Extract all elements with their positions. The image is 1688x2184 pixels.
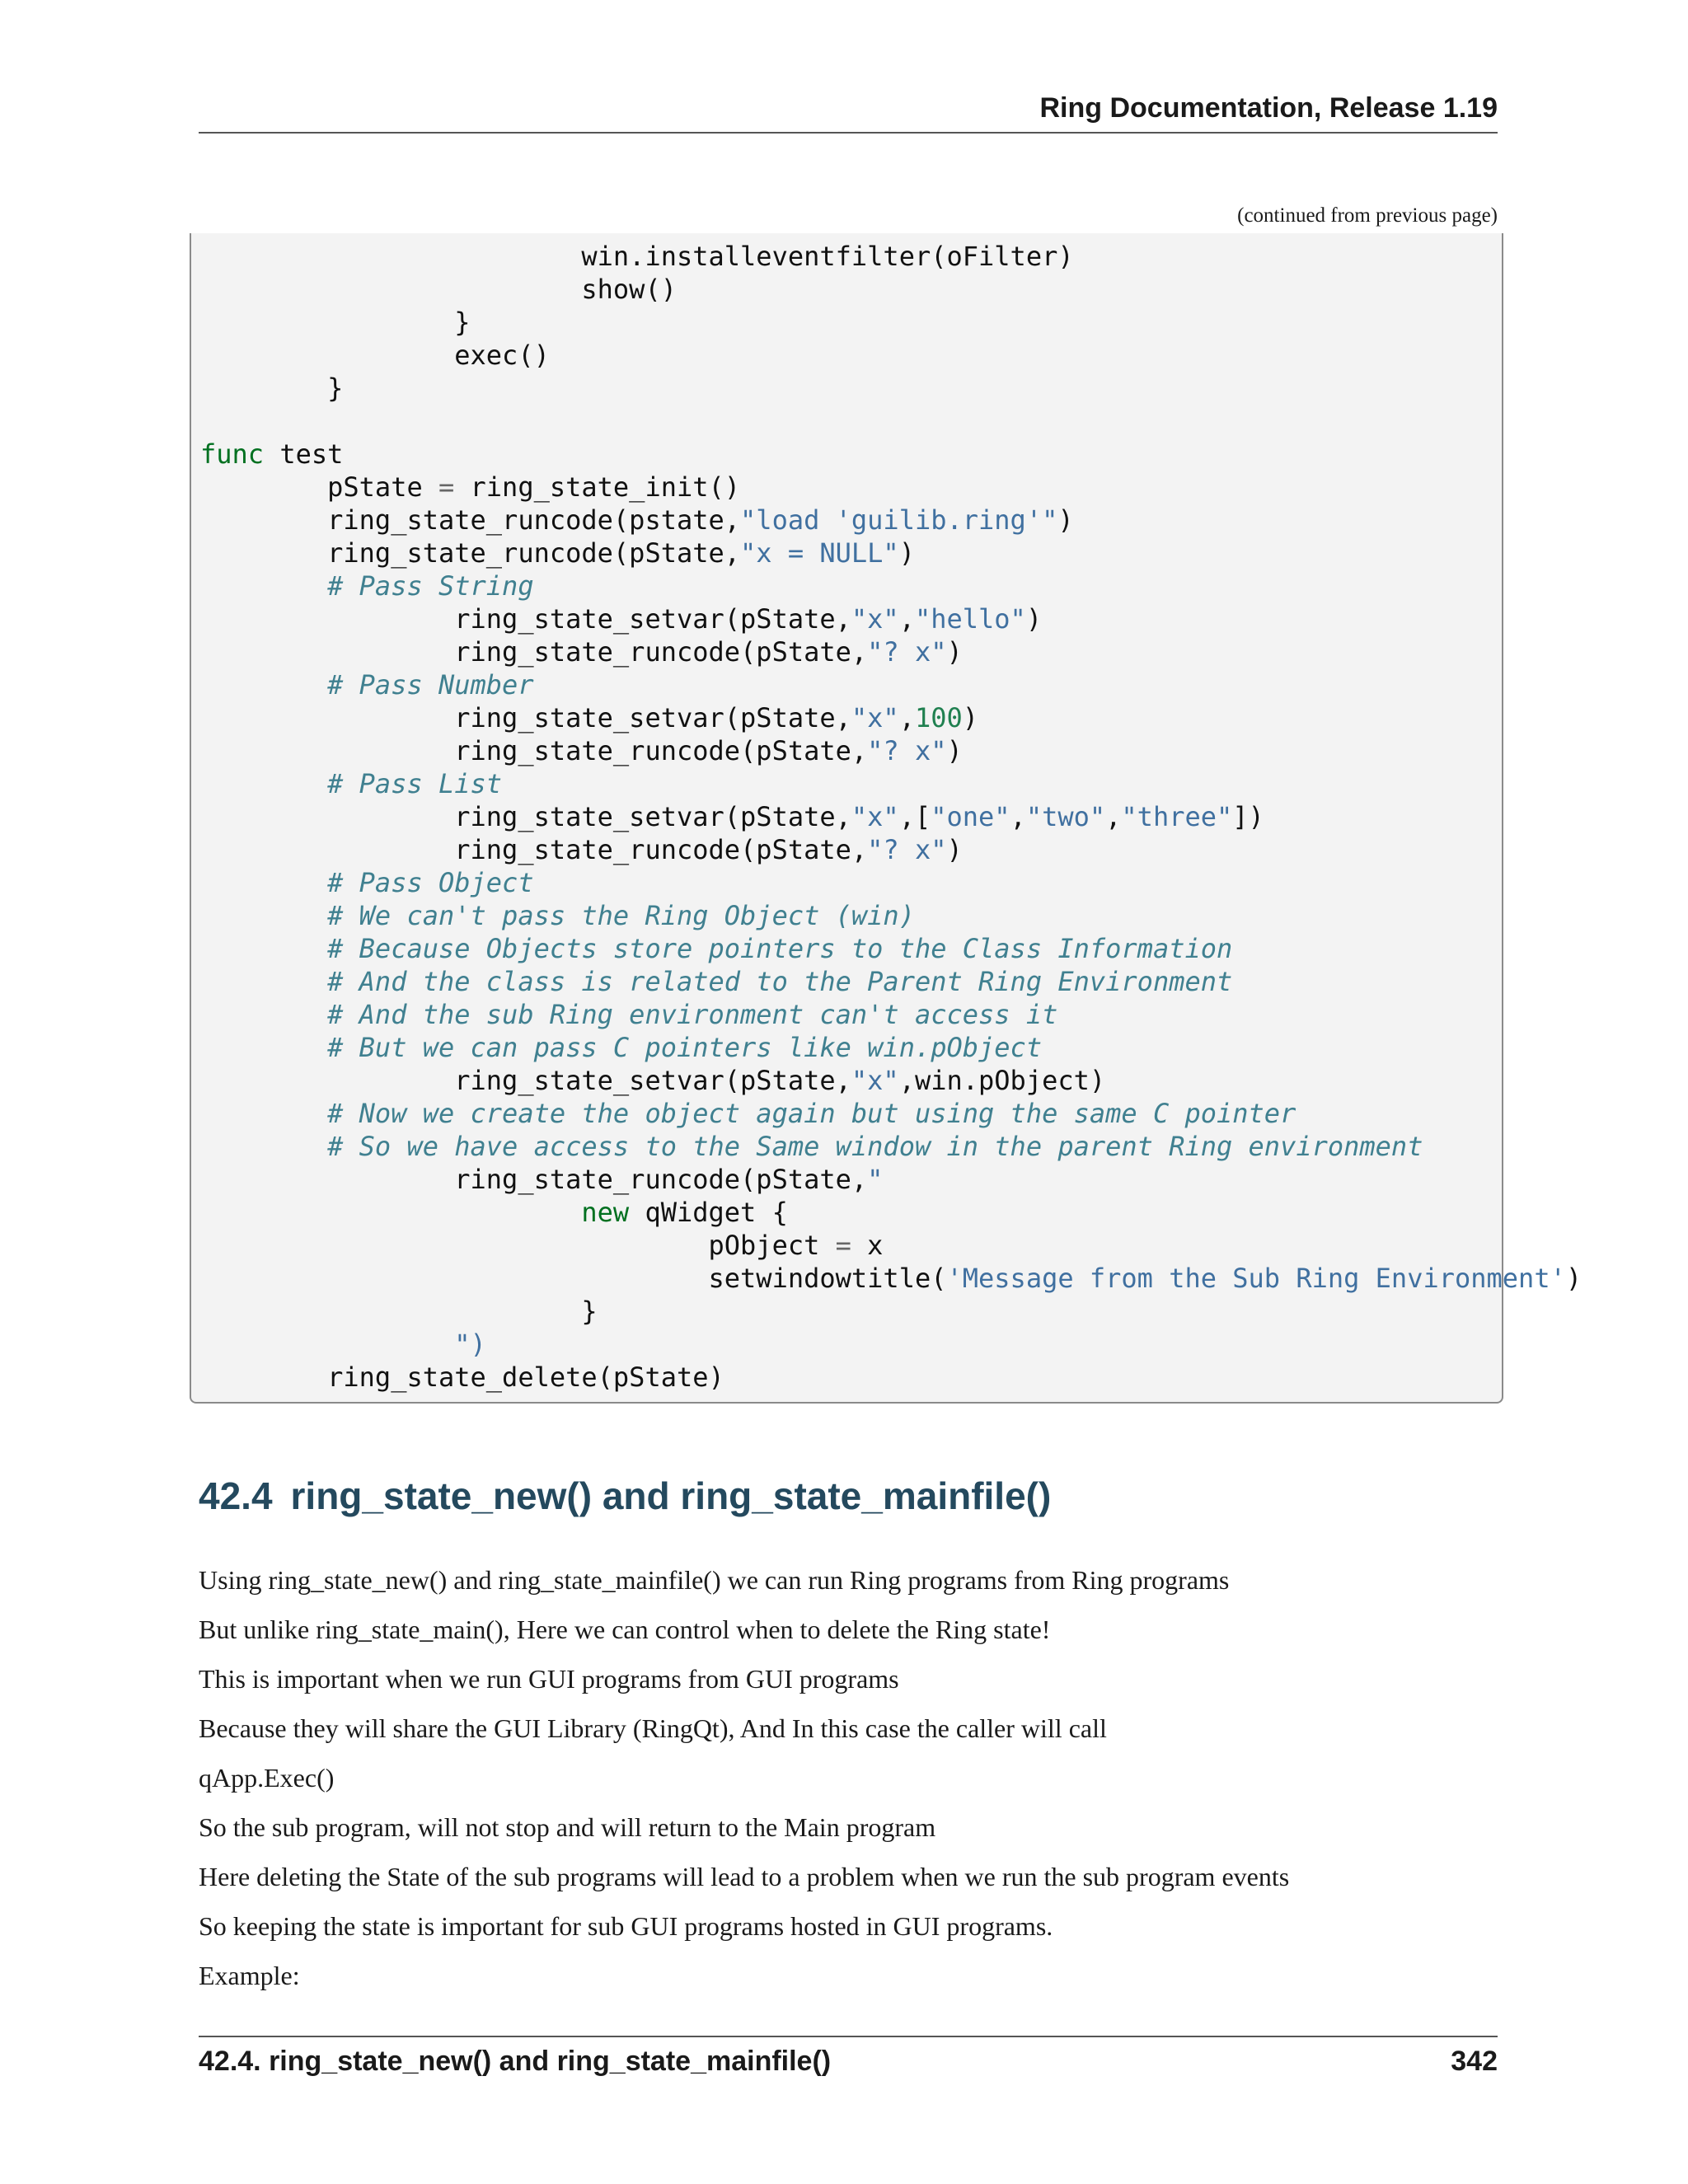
section-number: 42.4 [199,1474,273,1517]
page-footer [199,2036,1498,2077]
paragraph: Using ring_state_new() and ring_state_mainfile() we can run Ring programs from Ring programs [199,1565,1230,1595]
document-title: Ring Documentation, Release 1.19 [1039,92,1498,124]
paragraph: So the sub program, will not stop and will return to the Main program [199,1812,936,1842]
footer-section-label: 42.4. ring_state_new() and ring_state_mainfile() [199,2046,832,2077]
page-header [199,92,1498,134]
paragraph: This is important when we run GUI programs from GUI programs [199,1664,899,1694]
section-heading [199,1474,1051,1518]
page-number: 342 [1451,2046,1498,2077]
paragraph: So keeping the state is important for sub GUI programs hosted in GUI programs. [199,1911,1053,1941]
paragraph: Because they will share the GUI Library (RingQt), And In this case the caller will call [199,1713,1107,1743]
section-title: ring_state_new() and ring_state_mainfile() [290,1474,1052,1517]
code-listing: win.installeventfilter(oFilter) show() } exec() } func test pState = ring_state_init() ring_state_runcode(pstate,"load 'guilib.ring'") ring_state_runcode(pState,"x = NULL") # Pass String ring_state_setvar(pState,"x","hello") ring_state_runcode(pState,"? x") # Pass Number ring_state_setvar(pState,"x",100) ring_state_runcode(pState,"? x") # Pass List ring_state_setvar(pState,"x",["one","two","three"]) ring_state_runcode(pState,"? x") # Pass Object # We can't pass the Ring Object (win) # Because Objects store pointers to the Class Information # And the class is related to the Parent Ring Environment # And the sub Ring environment can't access it # But we can pass C pointers like win.pObject ring_state_setvar(pState,"x",win.pObject) # Now we create the object again but using the same C pointer # So we have access to the Same window in the parent Ring environment ring_state_runcode(pState," new qWidget { pObject = x setwindowtitle('Message from the Sub Ring Environment') } ") ring_state_delete(pState) [200,241,1582,1393]
paragraph: qApp.Exec() [199,1763,335,1793]
code-block [190,233,1582,1404]
continued-note: (continued from previous page) [1237,204,1498,227]
paragraph: Example: [199,1961,300,1990]
paragraph: But unlike ring_state_main(), Here we can control when to delete the Ring state! [199,1615,1051,1644]
paragraph: Here deleting the State of the sub programs will lead to a problem when we run the sub program events [199,1862,1290,1891]
